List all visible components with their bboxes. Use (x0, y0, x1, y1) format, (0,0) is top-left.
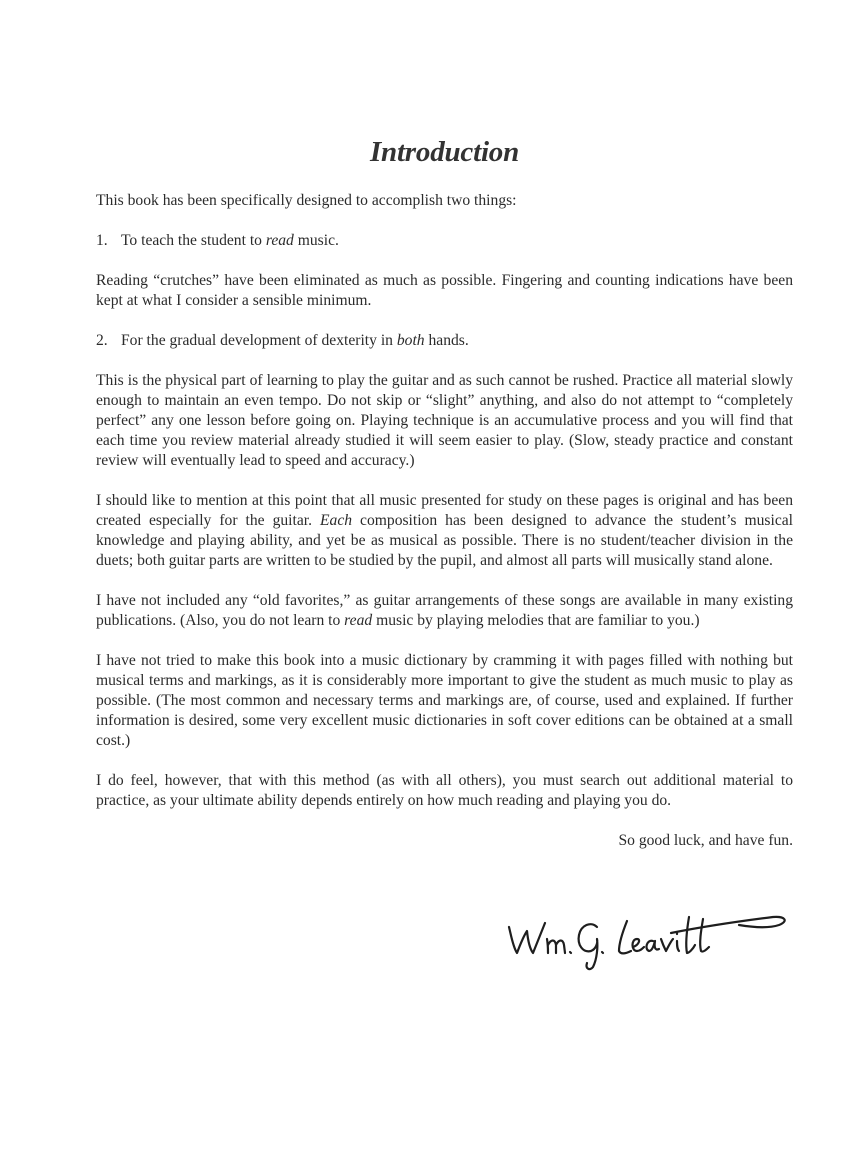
physical-paragraph: This is the physical part of learning to play the guitar and as such cannot be rushed. Practice all material slowly enough to maintain an even tempo. Do not skip or “slight” anything, and also do not attempt to “completely perfect” any one lesson before going on. Playing technique is an accumulative process and you will find that each time you review material already studied it will seem easier to play. (Slow, steady practice and constant review will eventually lead to speed and accuracy.) (96, 372, 793, 469)
dictionary-paragraph: I have not tried to make this book into a music dictionary by cramming it with pages filled with nothing but musical terms and markings, as it is considerably more important to give the student as much music to play as possible. (The most common and necessary terms and markings are, of course, used and explained. If further information is desired, some very excellent music dictionaries in soft cover editions can be obtained at a small cost.) (96, 652, 793, 749)
original-text-after: composition has been designed to advance the student’s musical knowledge and playing ability, and yet be as musical as possible. There is no student/teacher division in the duets; both guitar parts are written to be studied by the pupil, and almost all parts will musically stand alone. (96, 512, 793, 569)
list-item-1-text-before: To teach the student to (121, 232, 266, 249)
original-emphasis: Each (320, 512, 353, 529)
body-text (96, 191, 793, 871)
list-item-1-text-after: music. (293, 232, 339, 249)
list-item-2-text-after: hands. (424, 332, 469, 349)
intro-paragraph: This book has been specifically designed to accomplish two things: (96, 192, 517, 209)
additional-material-paragraph: I do feel, however, that with this method (as with all others), you must search out additional material to practice, as your ultimate ability depends entirely on how much reading and playing you do. (96, 772, 793, 809)
list-item-2 (96, 331, 793, 351)
list-item-2-text-before: For the gradual development of dexterity in (121, 332, 397, 349)
signature-image (501, 905, 801, 975)
list-number-2: 2. (96, 332, 108, 349)
list-item-1 (96, 231, 793, 251)
favorites-text-before: I have not included any “old favorites,” as guitar arrangements of these songs are available in many existing publications. (Also, you do not learn to (96, 592, 793, 629)
original-text-before: I should like to mention at this point that all music presented for study on these pages is original and has been created especially for the guitar. (96, 492, 793, 529)
favorites-paragraph (96, 591, 793, 631)
favorites-text-after: music by playing melodies that are familiar to you.) (372, 612, 700, 629)
list-item-1-emphasis: read (265, 232, 294, 249)
page-title: Introduction (369, 136, 520, 168)
closing-line: So good luck, and have fun. (618, 832, 793, 849)
original-music-paragraph (96, 491, 793, 571)
list-number-1: 1. (96, 232, 108, 249)
crutches-paragraph: Reading “crutches” have been eliminated as much as possible. Fingering and counting indications have been kept at what I consider a sensible minimum. (96, 272, 793, 309)
list-item-2-emphasis: both (396, 332, 425, 349)
favorites-emphasis: read (344, 612, 373, 629)
